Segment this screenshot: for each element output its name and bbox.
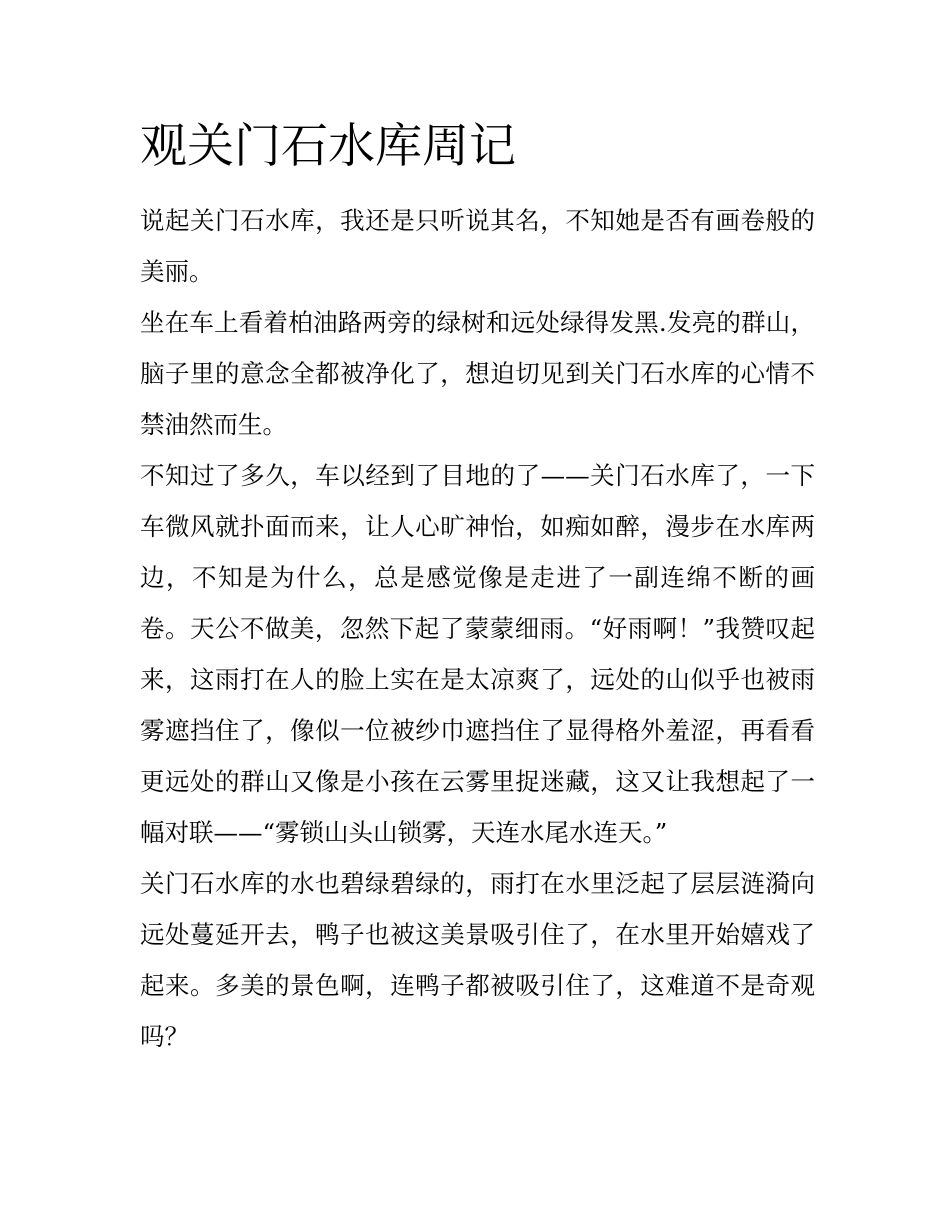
document-body <box>140 195 815 1062</box>
paragraph-1: 说起关门石水库，我还是只听说其名，不知她是否有画卷般的美丽。 <box>140 206 815 286</box>
paragraph-4: 关门石水库的水也碧绿碧绿的，雨打在水里泛起了层层涟漪向远处蔓延开去，鸭子也被这美景吸引住了，在水里开始嬉戏了起来。多美的景色啊，连鸭子都被吸引住了，这难道不是奇观吗？ <box>140 869 815 1051</box>
paragraph-2: 坐在车上看着柏油路两旁的绿树和远处绿得发黑.发亮的群山，脑子里的意念全都被净化了，想迫切见到关门石水库的心情不禁油然而生。 <box>140 308 815 439</box>
document-title: 观关门石水库周记 <box>140 119 516 174</box>
paragraph-3: 不知过了多久，车以经到了目地的了——关门石水库了，一下车微风就扑面而来，让人心旷神怡，如痴如醉，漫步在水库两边，不知是为什么，总是感觉像是走进了一副连绵不断的画卷。天公不做美，忽然下起了蒙蒙细雨。“好雨啊！”我赞叹起来，这雨打在人的脸上实在是太凉爽了，远处的山似乎也被雨雾遮挡住了，像似一位被纱巾遮挡住了显得格外羞涩，再看看更远处的群山又像是小孩在云雾里捉迷藏，这又让我想起了一幅对联——“雾锁山头山锁雾，天连水尾水连天。” <box>140 461 815 847</box>
